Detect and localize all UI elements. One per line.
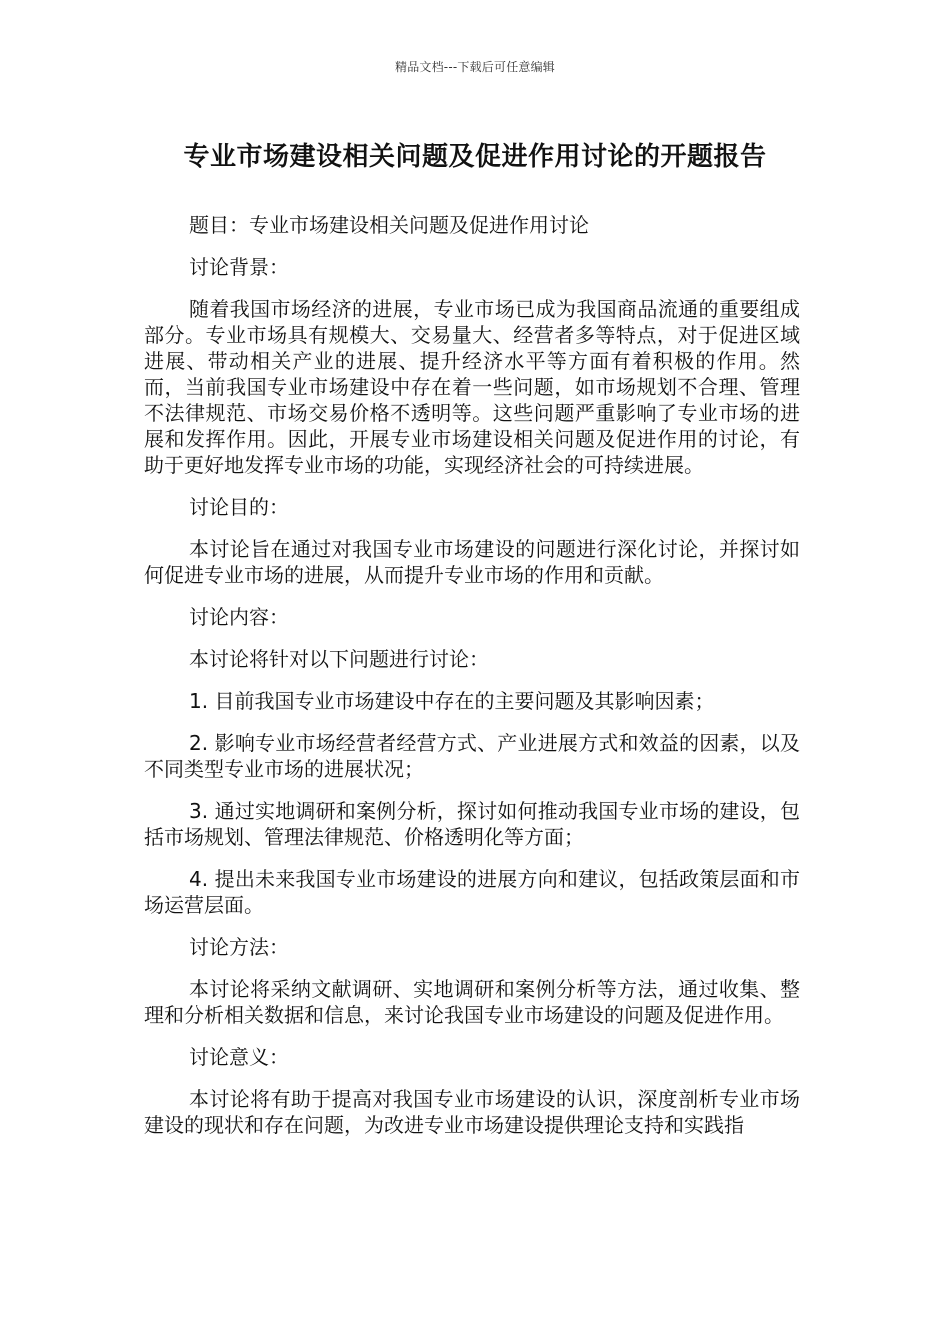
significance-paragraph: 本讨论将有助于提高对我国专业市场建设的认识，深度剖析专业市场建设的现状和存在问题，为改进专业市场建设提供理论支持和实践指 bbox=[144, 1087, 800, 1137]
section-heading-content: 讨论内容： bbox=[189, 605, 289, 629]
topic-line: 题目：专业市场建设相关问题及促进作用讨论 bbox=[189, 213, 589, 237]
content-intro: 本讨论将针对以下问题进行讨论： bbox=[189, 647, 489, 671]
content-item-4: 4. 提出未来我国专业市场建设的进展方向和建议，包括政策层面和市场运营层面。 bbox=[144, 867, 800, 917]
content-item-2: 2. 影响专业市场经营者经营方式、产业进展方式和效益的因素，以及不同类型专业市场的进展状况； bbox=[144, 731, 800, 781]
section-heading-method: 讨论方法： bbox=[189, 935, 289, 959]
content-item-1: 1. 目前我国专业市场建设中存在的主要问题及其影响因素； bbox=[189, 689, 715, 713]
document-body bbox=[144, 212, 800, 1154]
purpose-paragraph: 本讨论旨在通过对我国专业市场建设的问题进行深化讨论，并探讨如何促进专业市场的进展，从而提升专业市场的作用和贡献。 bbox=[144, 537, 800, 587]
content-item-3: 3. 通过实地调研和案例分析，探讨如何推动我国专业市场的建设，包括市场规划、管理法律规范、价格透明化等方面； bbox=[144, 799, 800, 849]
background-paragraph: 随着我国市场经济的进展，专业市场已成为我国商品流通的重要组成部分。专业市场具有规模大、交易量大、经营者多等特点，对于促进区域进展、带动相关产业的进展、提升经济水平等方面有着积极的作用。然而，当前我国专业市场建设中存在着一些问题，如市场规划不合理、管理不法律规范、市场交易价格不透明等。这些问题严重影响了专业市场的进展和发挥作用。因此，开展专业市场建设相关问题及促进作用的讨论，有助于更好地发挥专业市场的功能，实现经济社会的可持续进展。 bbox=[144, 297, 800, 477]
method-paragraph: 本讨论将采纳文献调研、实地调研和案例分析等方法，通过收集、整理和分析相关数据和信息，来讨论我国专业市场建设的问题及促进作用。 bbox=[144, 977, 800, 1027]
section-heading-background: 讨论背景： bbox=[189, 255, 289, 279]
header-note: 精品文档---下载后可任意编辑 bbox=[395, 60, 555, 74]
section-heading-purpose: 讨论目的： bbox=[189, 495, 289, 519]
section-heading-significance: 讨论意义： bbox=[189, 1045, 289, 1069]
document-title: 专业市场建设相关问题及促进作用讨论的开题报告 bbox=[183, 142, 767, 172]
